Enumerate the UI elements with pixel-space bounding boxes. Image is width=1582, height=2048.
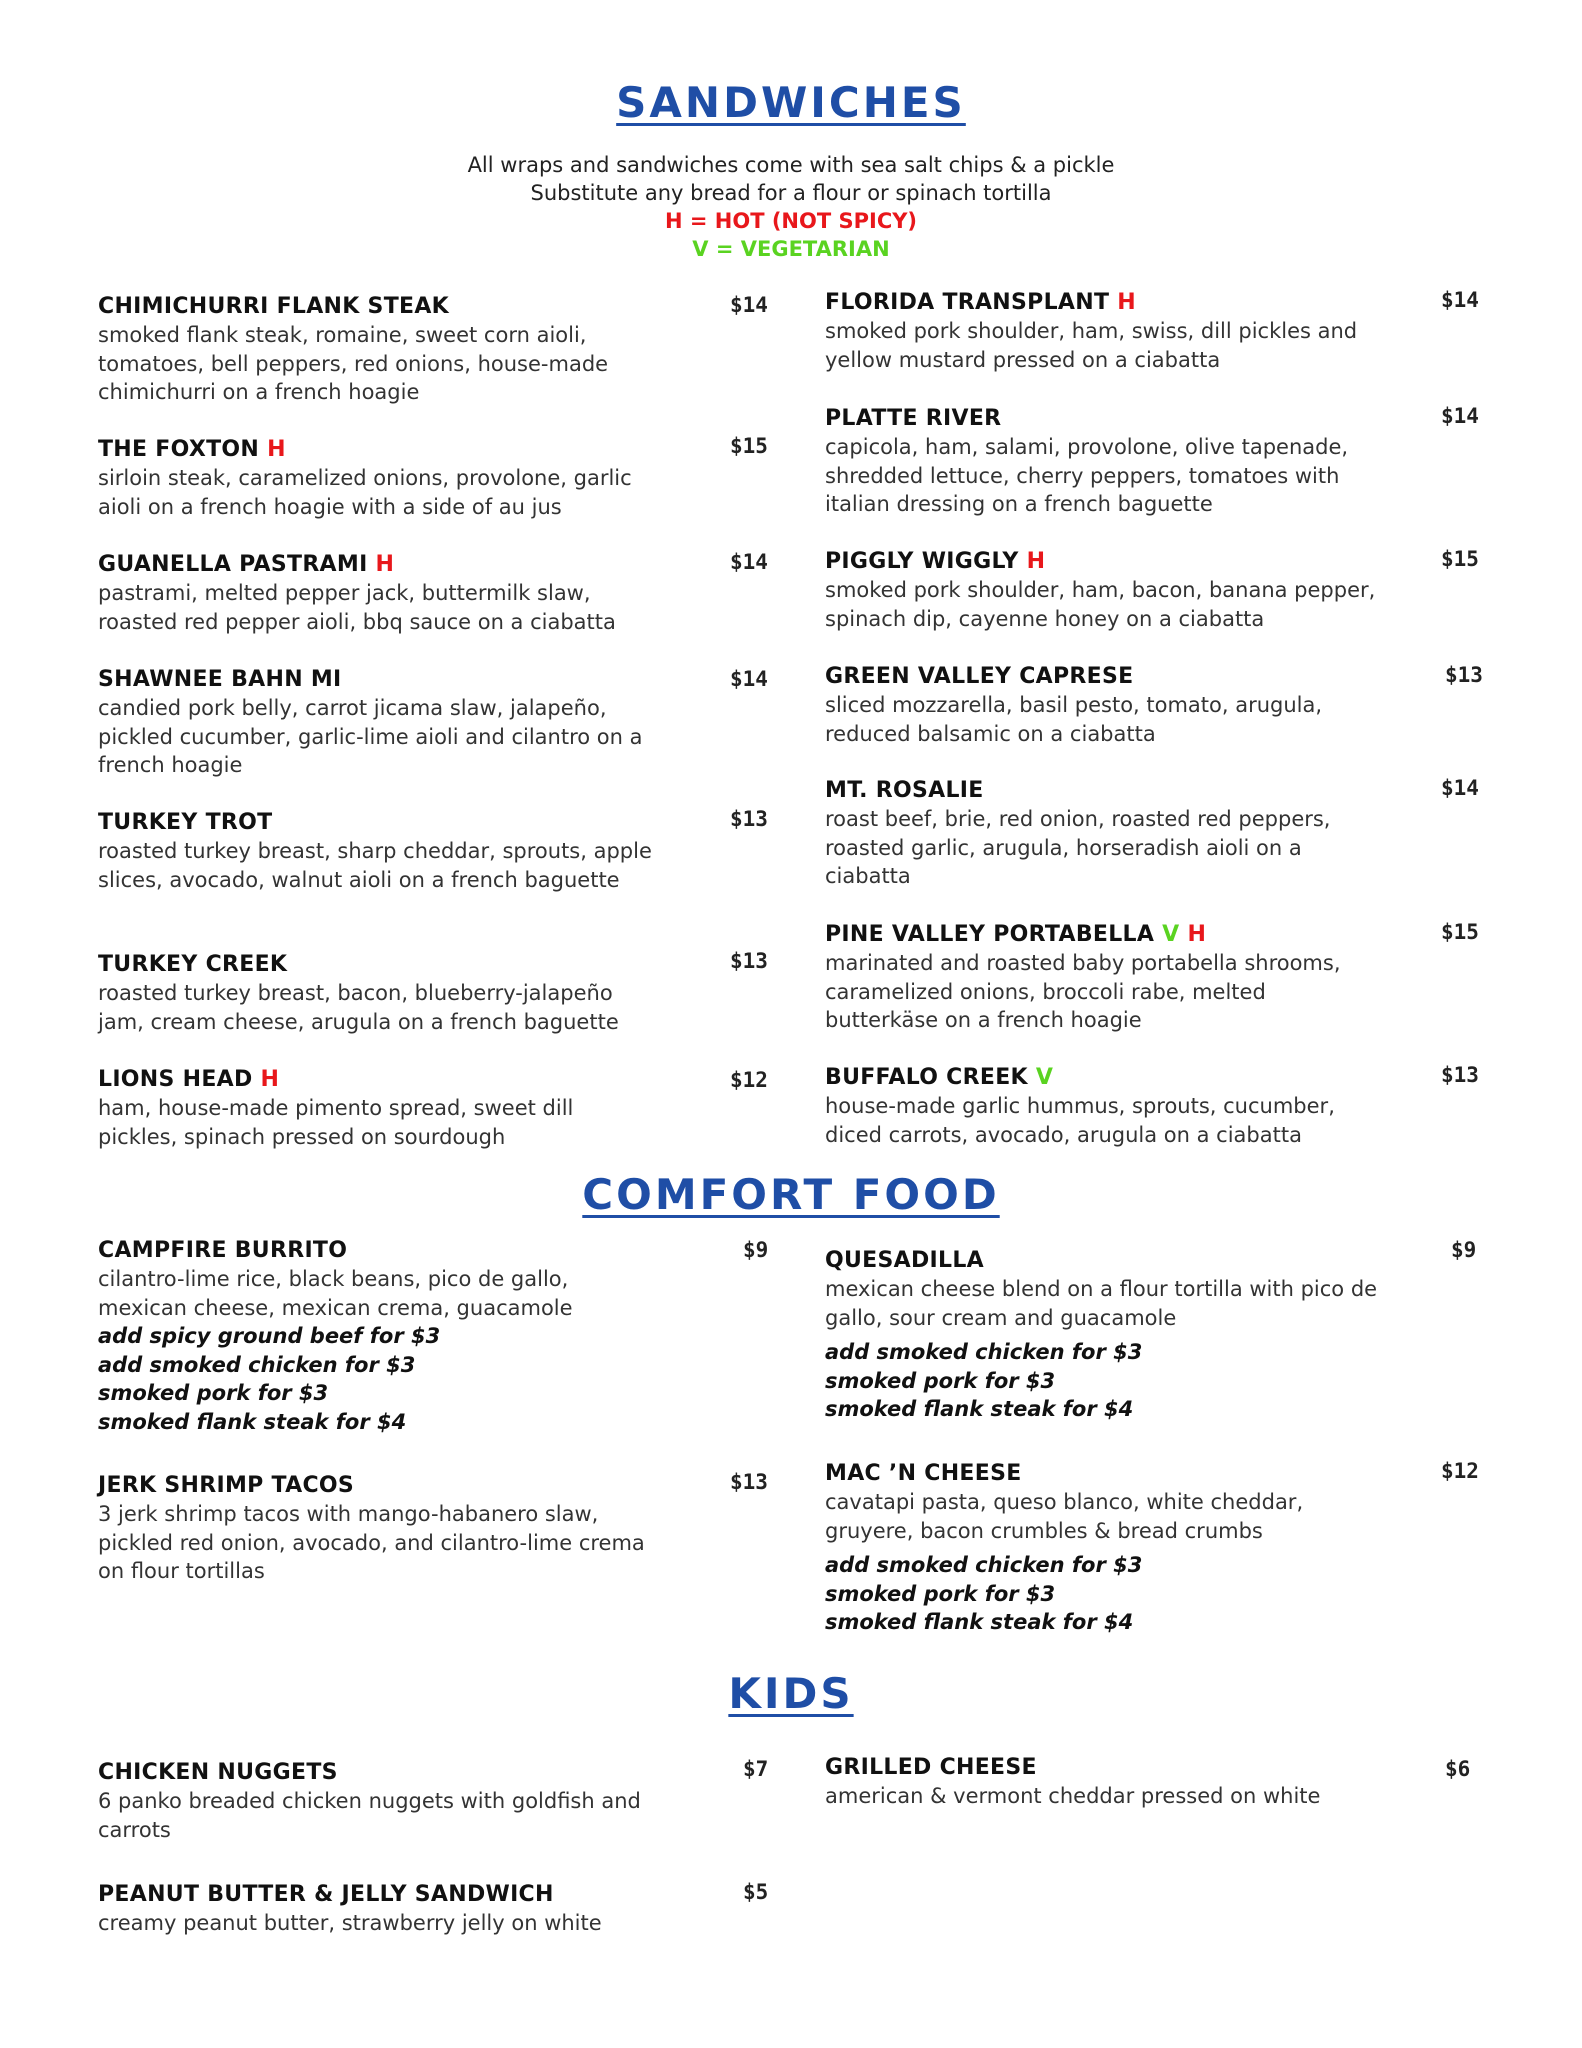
item-addon: smoked pork for $3	[825, 1368, 1056, 1393]
item-price: $14	[1441, 288, 1479, 312]
item-price: $12	[1441, 1459, 1479, 1483]
item-description: smoked flank steak, romaine, sweet corn aioli, tomatoes, bell peppers, red onions, house-made chimichurri on a french hoagie	[98, 323, 609, 404]
item-description: roasted turkey breast, sharp cheddar, sprouts, apple slices, avocado, walnut aioli on a french baguette	[98, 839, 652, 892]
item-addon: smoked pork for $3	[825, 1581, 1056, 1606]
intro-line-2: Substitute any bread for a flour or spinach tortilla	[530, 181, 1052, 205]
item-price: $13	[1445, 663, 1483, 687]
item-price: $9	[743, 1238, 769, 1262]
item-description: cavatapi pasta, queso blanco, white cheddar, gruyere, bacon crumbles & bread crumbs	[825, 1490, 1304, 1543]
menu-item	[825, 1753, 1475, 1811]
item-description: american & vermont cheddar pressed on white	[825, 1784, 1321, 1808]
menu-item	[825, 1063, 1475, 1149]
item-description: candied pork belly, carrot jicama slaw, jalapeño, pickled cucumber, garlic-lime aioli and cilantro on a french hoagie	[98, 696, 643, 777]
item-name: MT. ROSALIE	[825, 778, 984, 803]
vegetarian-tag: V	[1162, 922, 1180, 947]
item-name: PINE VALLEY PORTABELLA V H	[825, 922, 1207, 947]
item-price: $13	[1441, 1063, 1479, 1087]
menu-item	[98, 292, 748, 407]
menu-item	[98, 1471, 748, 1586]
intro-line-1: All wraps and sandwiches come with sea salt chips & a pickle	[467, 153, 1115, 177]
hot-tag: H	[267, 437, 286, 462]
item-description: capicola, ham, salami, provolone, olive tapenade, shredded lettuce, cherry peppers, tomatoes with italian dressing on a french baguette	[825, 435, 1349, 516]
menu-item	[825, 288, 1475, 374]
item-price: $13	[730, 1470, 768, 1494]
item-name: TURKEY TROT	[98, 810, 273, 835]
menu-item	[98, 1880, 748, 1938]
hot-tag: H	[260, 1067, 280, 1092]
item-price: $13	[730, 807, 768, 831]
comfort-food-title: COMFORT FOOD	[582, 1170, 1000, 1219]
item-addon: add smoked chicken for $3	[98, 1352, 416, 1377]
vegetarian-tag: V	[1035, 1065, 1054, 1090]
item-name: JERK SHRIMP TACOS	[98, 1473, 355, 1498]
item-price: $14	[1441, 404, 1479, 428]
item-addon: smoked flank steak for $4	[98, 1409, 407, 1434]
item-price: $14	[730, 667, 768, 691]
menu-item	[825, 547, 1475, 633]
item-name: LIONS HEAD H	[98, 1067, 280, 1092]
item-description: smoked pork shoulder, ham, swiss, dill pickles and yellow mustard pressed on a ciabatta	[825, 319, 1358, 372]
item-addon: smoked flank steak for $4	[825, 1610, 1134, 1634]
menu-item	[825, 404, 1475, 519]
menu-item	[825, 662, 1475, 748]
menu-item	[98, 435, 748, 521]
item-name: TURKEY CREEK	[98, 952, 288, 977]
item-description: creamy peanut butter, strawberry jelly on white	[98, 1911, 602, 1935]
item-description: ham, house-made pimento spread, sweet dill pickles, spinach pressed on sourdough	[98, 1096, 574, 1149]
item-addon: smoked pork for $3	[98, 1381, 329, 1405]
menu-item	[98, 1065, 748, 1151]
hot-tag: H	[1117, 290, 1136, 315]
item-name: BUFFALO CREEK V	[825, 1065, 1054, 1090]
item-addon: add smoked chicken for $3	[825, 1553, 1143, 1577]
menu-item	[825, 1246, 1475, 1424]
item-description: sliced mozzarella, basil pesto, tomato, arugula, reduced balsamic on a ciabatta	[825, 693, 1323, 746]
menu-item	[98, 1758, 748, 1844]
item-description: roast beef, brie, red onion, roasted red peppers, roasted garlic, arugula, horseradish aioli on a ciabatta	[825, 807, 1331, 888]
kids-title: KIDS	[728, 1669, 854, 1718]
item-description: cilantro-lime rice, black beans, pico de gallo, mexican cheese, mexican crema, guacamole	[98, 1267, 573, 1320]
item-name: GREEN VALLEY CAPRESE	[825, 664, 1134, 689]
item-price: $7	[743, 1757, 769, 1781]
item-price: $14	[730, 293, 768, 317]
item-price: $5	[743, 1880, 769, 1904]
hot-tag: H	[375, 552, 395, 577]
item-price: $15	[730, 434, 768, 458]
item-name: THE FOXTON H	[98, 437, 286, 462]
item-description: 3 jerk shrimp tacos with mango-habanero slaw, pickled red onion, avocado, and cilantro-lime crema on flour tortillas	[98, 1502, 645, 1583]
menu-item	[825, 776, 1475, 891]
menu-item	[825, 1459, 1475, 1637]
item-price: $13	[730, 949, 768, 973]
menu-item	[98, 808, 748, 894]
item-addon: add spicy ground beef for $3	[98, 1324, 441, 1348]
item-name: CHIMICHURRI FLANK STEAK	[98, 294, 450, 319]
hot-tag: H	[1026, 549, 1046, 574]
item-name: FLORIDA TRANSPLANT H	[825, 290, 1136, 315]
sandwiches-intro	[0, 151, 1582, 263]
item-description: marinated and roasted baby portabella shrooms, caramelized onions, broccoli rabe, melted butterkäse on a french hoagie	[825, 951, 1341, 1032]
item-description: pastrami, melted pepper jack, buttermilk slaw, roasted red pepper aioli, bbq sauce on a ciabatta	[98, 581, 616, 634]
menu-item	[825, 920, 1475, 1035]
item-price: $14	[1441, 776, 1479, 800]
item-description: house-made garlic hummus, sprouts, cucumber, diced carrots, avocado, arugula on a ciabatta	[825, 1094, 1335, 1147]
item-name: MAC ’N CHEESE	[825, 1461, 1022, 1486]
legend-hot: H = HOT (NOT SPICY)	[664, 209, 918, 233]
menu-item	[98, 1236, 748, 1436]
item-name: PIGGLY WIGGLY H	[825, 549, 1046, 574]
item-name: PLATTE RIVER	[825, 406, 1002, 431]
menu-item	[98, 665, 748, 780]
item-name: QUESADILLA	[825, 1248, 984, 1273]
item-description: mexican cheese blend on a flour tortilla with pico de gallo, sour cream and guacamole	[825, 1277, 1378, 1330]
item-price: $9	[1451, 1238, 1477, 1262]
item-price: $6	[1445, 1757, 1471, 1781]
item-name: PEANUT BUTTER & JELLY SANDWICH	[98, 1882, 554, 1907]
menu-item	[98, 950, 748, 1036]
item-name: GUANELLA PASTRAMI H	[98, 552, 395, 577]
item-description: 6 panko breaded chicken nuggets with goldfish and carrots	[98, 1789, 641, 1842]
menu-item	[98, 550, 748, 636]
item-description: smoked pork shoulder, ham, bacon, banana pepper, spinach dip, cayenne honey on a ciabatta	[825, 578, 1376, 631]
item-description: roasted turkey breast, bacon, blueberry-jalapeño jam, cream cheese, arugula on a french baguette	[98, 981, 619, 1034]
item-name: GRILLED CHEESE	[825, 1755, 1037, 1780]
item-name: SHAWNEE BAHN MI	[98, 667, 342, 692]
item-price: $14	[730, 550, 768, 574]
hot-tag: H	[1187, 922, 1207, 947]
item-addon: add smoked chicken for $3	[825, 1340, 1143, 1364]
item-name: CHICKEN NUGGETS	[98, 1760, 338, 1785]
item-addon: smoked flank steak for $4	[825, 1397, 1134, 1421]
legend-vegetarian: V = VEGETARIAN	[692, 237, 890, 261]
item-price: $12	[730, 1068, 768, 1092]
sandwiches-title: SANDWICHES	[616, 78, 966, 127]
item-name: CAMPFIRE BURRITO	[98, 1238, 348, 1263]
item-price: $15	[1441, 547, 1479, 571]
item-price: $15	[1441, 920, 1479, 944]
item-description: sirloin steak, caramelized onions, provolone, garlic aioli on a french hoagie with a side of au jus	[98, 466, 632, 519]
